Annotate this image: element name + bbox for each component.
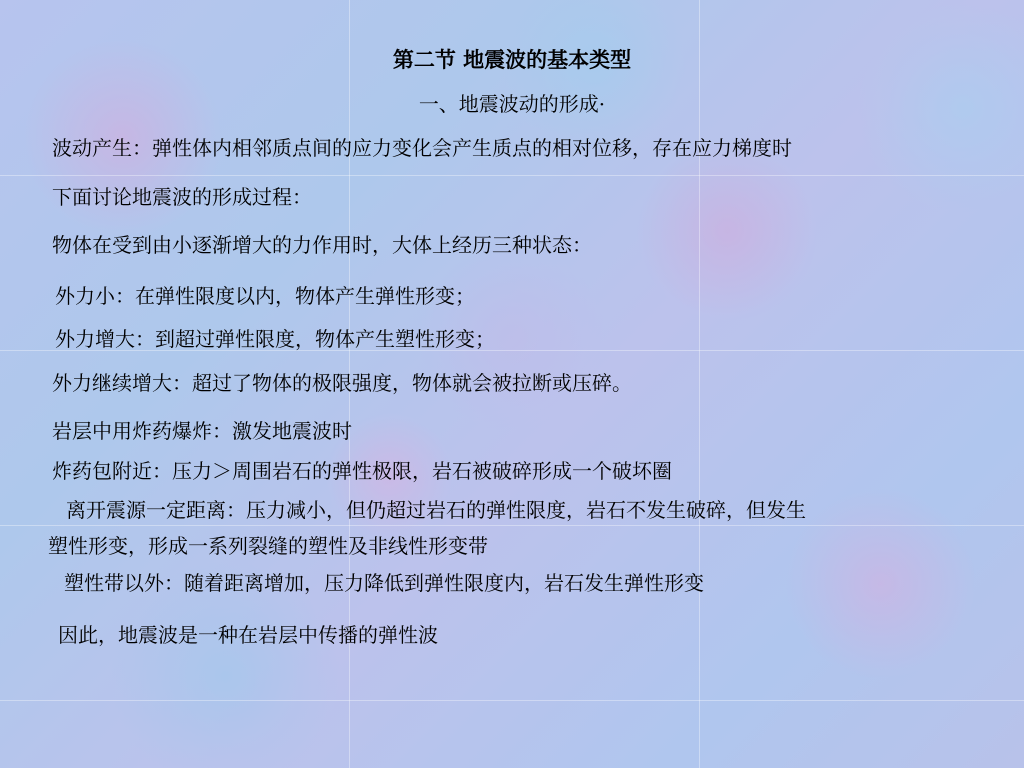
- text-line-conclusion: 因此，地震波是一种在岩层中传播的弹性波: [58, 623, 438, 647]
- text-line-discussion-intro: 下面讨论地震波的形成过程：: [52, 185, 312, 209]
- text-line-state-small-force: 外力小：在弹性限度以内，物体产生弹性形变；: [55, 284, 475, 308]
- text-line-beyond-plastic-zone: 塑性带以外：随着距离增加，压力降低到弹性限度内，岩石发生弹性形变: [64, 571, 704, 595]
- text-line-wave-generation: 波动产生：弹性体内相邻质点间的应力变化会产生质点的相对位移，存在应力梯度时: [52, 136, 792, 160]
- slide-title: 第二节 地震波的基本类型: [392, 47, 632, 72]
- text-line-away-from-source-2: 塑性形变，形成一系列裂缝的塑性及非线性形变带: [48, 534, 488, 558]
- text-line-near-charge: 炸药包附近：压力＞周围岩石的弹性极限，岩石被破碎形成一个破坏圈: [52, 459, 672, 483]
- text-line-away-from-source-1: 离开震源一定距离：压力减小，但仍超过岩石的弹性限度，岩石不发生破碎，但发生: [66, 498, 806, 522]
- tile-divider: [0, 700, 1024, 701]
- text-line-state-continued-increase: 外力继续增大：超过了物体的极限强度，物体就会被拉断或压碎。: [52, 371, 632, 395]
- text-line-state-increasing-force: 外力增大：到超过弹性限度，物体产生塑性形变；: [55, 327, 495, 351]
- text-line-three-states-intro: 物体在受到由小逐渐增大的力作用时，大体上经历三种状态：: [52, 233, 592, 257]
- text-line-explosive-blast: 岩层中用炸药爆炸：激发地震波时: [52, 419, 352, 443]
- paragraph-away-from-source: [48, 492, 806, 564]
- tile-divider: [0, 175, 1024, 176]
- section-heading: 一、地震波动的形成·: [418, 92, 606, 116]
